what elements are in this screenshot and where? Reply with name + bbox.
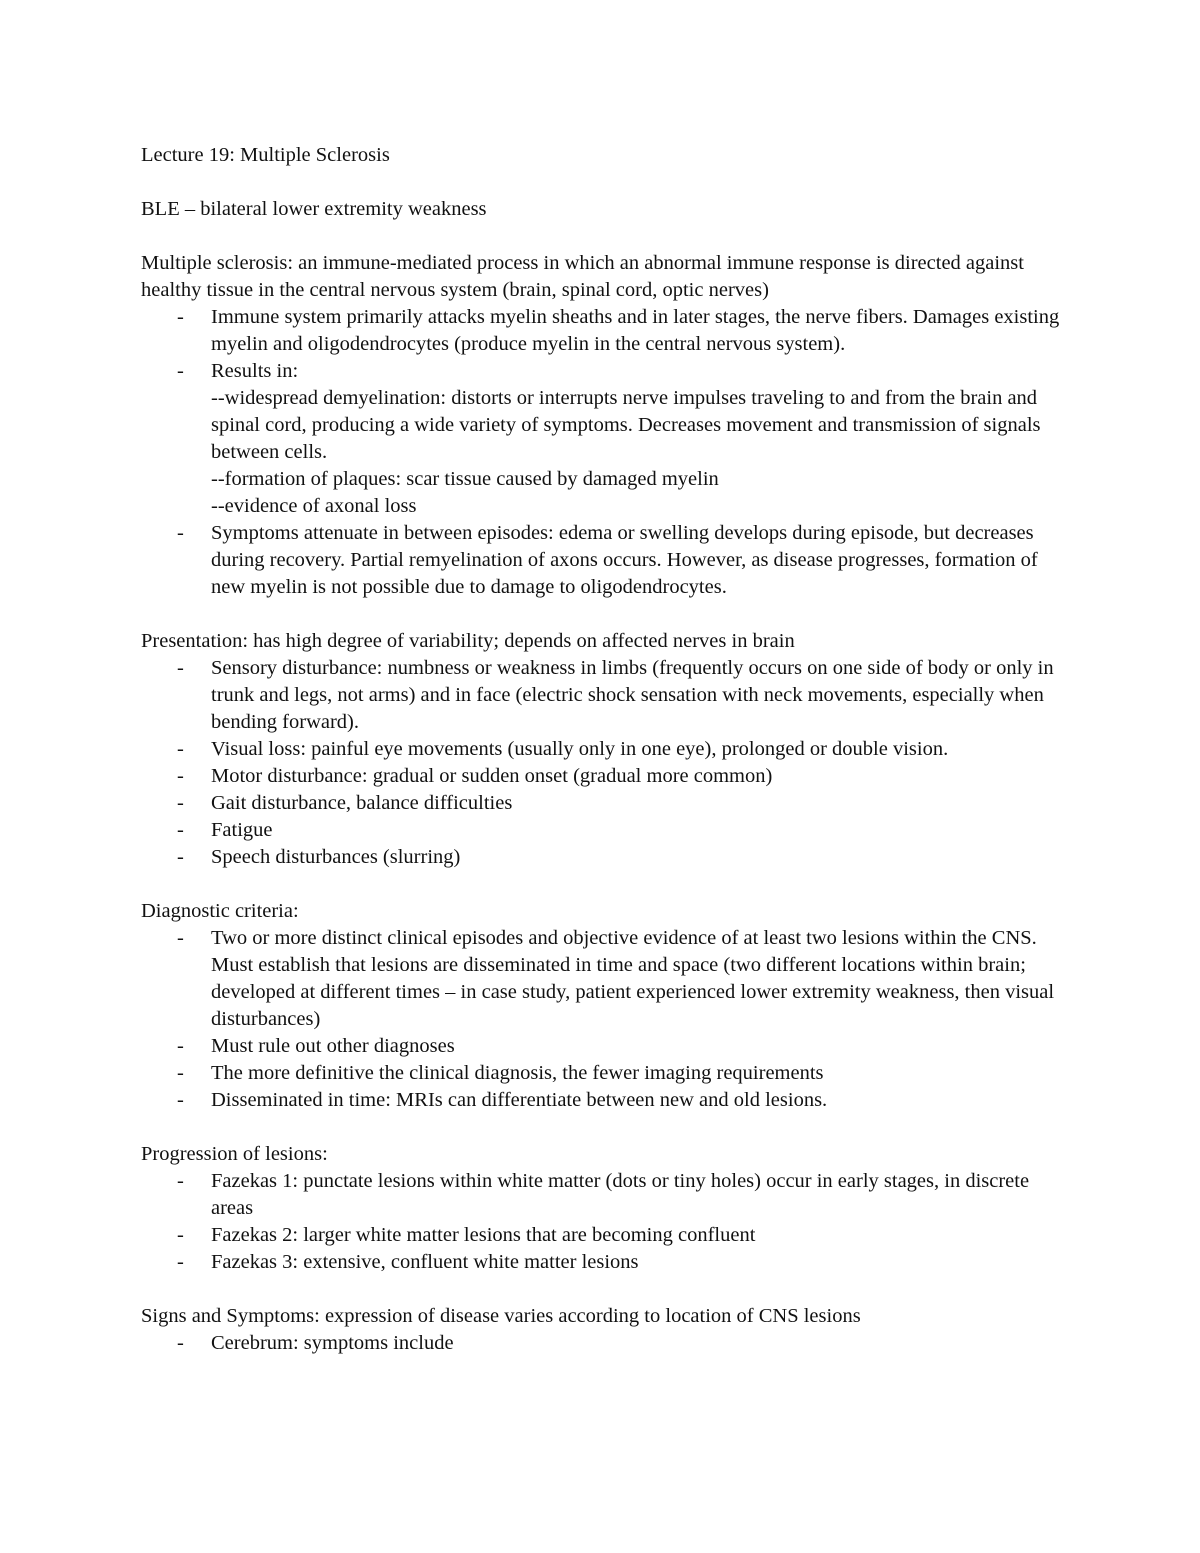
dash-bullet: -	[177, 792, 184, 814]
list-item-text: --widespread demyelination: distorts or interrupts nerve impulses traveling to and from the brain and spinal cord, producing a wide variety of symptoms. Decreases movement and transmission of signals between cells.	[211, 387, 1041, 463]
dash-bullet: -	[177, 1170, 184, 1192]
list-item-text: Gait disturbance, balance difficulties	[211, 792, 513, 814]
list-item-text: Visual loss: painful eye movements (usually only in one eye), prolonged or double vision.	[211, 738, 949, 760]
dash-bullet: -	[177, 927, 184, 949]
ble-definition: BLE – bilateral lower extremity weakness	[141, 198, 487, 220]
list-item	[141, 763, 1066, 790]
section-heading: Multiple sclerosis: an immune-mediated process in which an abnormal immune response is directed against healthy tissue in the central nervous system (brain, spinal cord, optic nerves)	[141, 252, 1024, 301]
list-item-text: --evidence of axonal loss	[211, 495, 417, 517]
list-item-text: Fatigue	[211, 819, 273, 841]
list-item	[141, 817, 1066, 844]
list-item-text: Fazekas 2: larger white matter lesions that are becoming confluent	[211, 1224, 756, 1246]
list-item	[141, 1033, 1066, 1060]
dash-bullet: -	[177, 1224, 184, 1246]
list-item-text: Disseminated in time: MRIs can differentiate between new and old lesions.	[211, 1089, 828, 1111]
dash-bullet: -	[177, 522, 184, 544]
dash-bullet: -	[177, 819, 184, 841]
page-title: Lecture 19: Multiple Sclerosis	[141, 144, 390, 166]
list-item-text: Two or more distinct clinical episodes and objective evidence of at least two lesions within the CNS. Must establish that lesions are disseminated in time and space (two different locations within brain; developed at different times – in case study, patient experienced lower extremity weakness, then visual disturbances)	[211, 927, 1055, 1030]
bullet-list	[141, 1168, 1066, 1276]
list-item-text: Must rule out other diagnoses	[211, 1035, 455, 1057]
dash-bullet: -	[177, 765, 184, 787]
list-item	[141, 304, 1066, 358]
section	[141, 250, 1066, 601]
dash-bullet: -	[177, 1089, 184, 1111]
list-item	[141, 736, 1066, 763]
dash-bullet: -	[177, 1251, 184, 1273]
list-item-text: Symptoms attenuate in between episodes: edema or swelling develops during episode, but decreases during recovery. Partial remyelination of axons occurs. However, as disease progresses, formation of new myelin is not possible due to damage to oligodendrocytes.	[211, 522, 1038, 598]
section	[141, 1303, 1066, 1357]
list-item	[141, 520, 1066, 601]
list-item	[141, 1249, 1066, 1276]
dash-bullet: -	[177, 360, 184, 382]
dash-bullet: -	[177, 657, 184, 679]
bullet-list	[141, 304, 1066, 601]
list-item	[141, 925, 1066, 1033]
dash-bullet: -	[177, 1332, 184, 1354]
dash-bullet: -	[177, 1062, 184, 1084]
list-item-text: Fazekas 3: extensive, confluent white matter lesions	[211, 1251, 639, 1273]
list-item-text: --formation of plaques: scar tissue caused by damaged myelin	[211, 468, 719, 490]
section-heading: Progression of lesions:	[141, 1143, 328, 1165]
section-heading: Presentation: has high degree of variability; depends on affected nerves in brain	[141, 630, 795, 652]
list-item-text: Immune system primarily attacks myelin sheaths and in later stages, the nerve fibers. Damages existing myelin and oligodendrocytes (produce myelin in the central nervous system).	[211, 306, 1060, 355]
list-item-text: Speech disturbances (slurring)	[211, 846, 461, 868]
dash-bullet: -	[177, 306, 184, 328]
list-item-text: Results in:	[211, 360, 299, 382]
list-item	[141, 790, 1066, 817]
document-sections	[141, 250, 1066, 1357]
list-item	[141, 844, 1066, 871]
dash-bullet: -	[177, 846, 184, 868]
list-item	[141, 358, 1066, 520]
list-item	[141, 1087, 1066, 1114]
list-item	[141, 1060, 1066, 1087]
document-page	[141, 142, 1066, 1384]
list-item-text: Fazekas 1: punctate lesions within white matter (dots or tiny holes) occur in early stages, in discrete areas	[211, 1170, 1030, 1219]
section	[141, 898, 1066, 1114]
list-item	[141, 655, 1066, 736]
list-item-text: The more definitive the clinical diagnosis, the fewer imaging requirements	[211, 1062, 824, 1084]
section-heading: Diagnostic criteria:	[141, 900, 299, 922]
section	[141, 1141, 1066, 1276]
section	[141, 628, 1066, 871]
dash-bullet: -	[177, 738, 184, 760]
list-item-text: Sensory disturbance: numbness or weakness in limbs (frequently occurs on one side of body or only in trunk and legs, not arms) and in face (electric shock sensation with neck movements, especially when bending forward).	[211, 657, 1054, 733]
section-heading: Signs and Symptoms: expression of disease varies according to location of CNS lesions	[141, 1305, 861, 1327]
bullet-list	[141, 1330, 1066, 1357]
list-item	[141, 1330, 1066, 1357]
list-item-text: Cerebrum: symptoms include	[211, 1332, 454, 1354]
bullet-list	[141, 925, 1066, 1114]
list-item	[141, 1168, 1066, 1222]
bullet-list	[141, 655, 1066, 871]
list-item-text: Motor disturbance: gradual or sudden onset (gradual more common)	[211, 765, 773, 787]
list-item	[141, 1222, 1066, 1249]
dash-bullet: -	[177, 1035, 184, 1057]
